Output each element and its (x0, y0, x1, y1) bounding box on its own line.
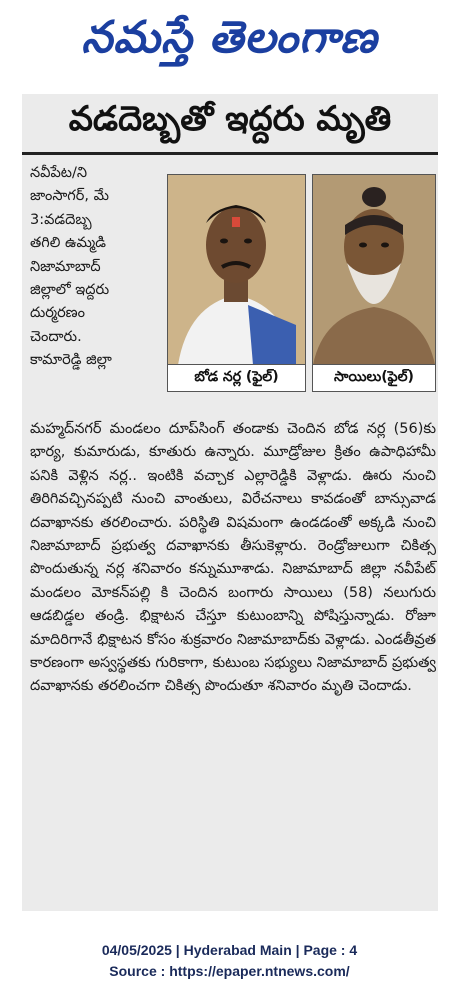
masthead-title: నమస్తే తెలంగాణ (81, 11, 378, 63)
news-clipping (22, 94, 438, 911)
photo-caption-1: బోడ నర్ల (ఫైల్) (167, 364, 306, 392)
photo-caption-2: సాయిలు(ఫైల్) (312, 364, 436, 392)
photo-sailu (312, 174, 436, 366)
edition-info: 04/05/2025 | Hyderabad Main | Page : 4 (101, 942, 358, 958)
source-link[interactable]: Source : https://epaper.ntnews.com/ (109, 963, 350, 979)
portrait-man-2 (313, 175, 435, 365)
article-body: మహ్మద్‌నగర్ మండలం దూప్‌సింగ్ తండాకు చెందిన బోడ నర్ల (56)కు భార్య, కుమారుడు, కూతురు ఉన్నారు. మూడ్రోజుల క్రితం ఉపాధిహామీ పనికి వెళ్లిన నర్ల.. ఇంటికి వచ్చాక ఎల్లారెడ్డికి వెళ్లాడు. ఊరు నుంచి తిరిగివచ్చినప్పటి నుంచి వాంతులు, విరేచనాలు కావడంతో బాన్సువాడ దవాఖానకు తరలించారు. పరిస్థితి విషమంగా ఉండడంతో అక్కడి నుంచి నిజామాబాద్ ప్రభుత్వ దవాఖానకు తీసుకెళ్లారు. రెండ్రోజులుగా చికిత్స పొందుతున్న నర్ల శనివారం కన్నుమూశాడు. నిజామాబాద్ జిల్లా నవీపేట్ మండలం మోకన్‌పల్లి కి చెందిన బంగారు సాయిలు (58) నలుగురు ఆడబిడ్డల తండ్రి. భిక్షాటన చేస్తూ కుటుంబాన్ని పోషిస్తున్నాడు. రోజూ మాదిరిగానే భిక్షాటన కోసం శుక్రవారం నిజామాబాద్‌కు వెళ్లాడు. ఎండతీవ్రత కారణంగా అస్వస్థతకు గురికాగా, కుటుంబ సభ్యులు నిజామాబాద్ ప్రభుత్వ దవాఖానకు తరలించగా చికిత్స పొందుతూ శనివారం మృతి చెందాడు. (30, 421, 437, 695)
article-intro: నవీపేట/ని జాంసాగర్, మే 3:వడదెబ్బ తగిలి ఉమ్మడి నిజామాబాద్ జిల్లాలో ఇద్దరు దుర్మరణం చెందారు. కామారెడ్డి జిల్లా (30, 165, 112, 369)
page-footer (0, 940, 459, 982)
portrait-man-1 (168, 175, 305, 365)
article-headline (22, 94, 438, 152)
photo-boda-narla (167, 174, 306, 366)
headline-text: వడదెబ్బతో ఇద్దరు మృతి (68, 99, 392, 139)
headline-divider (22, 152, 438, 155)
newspaper-masthead (0, 0, 459, 85)
